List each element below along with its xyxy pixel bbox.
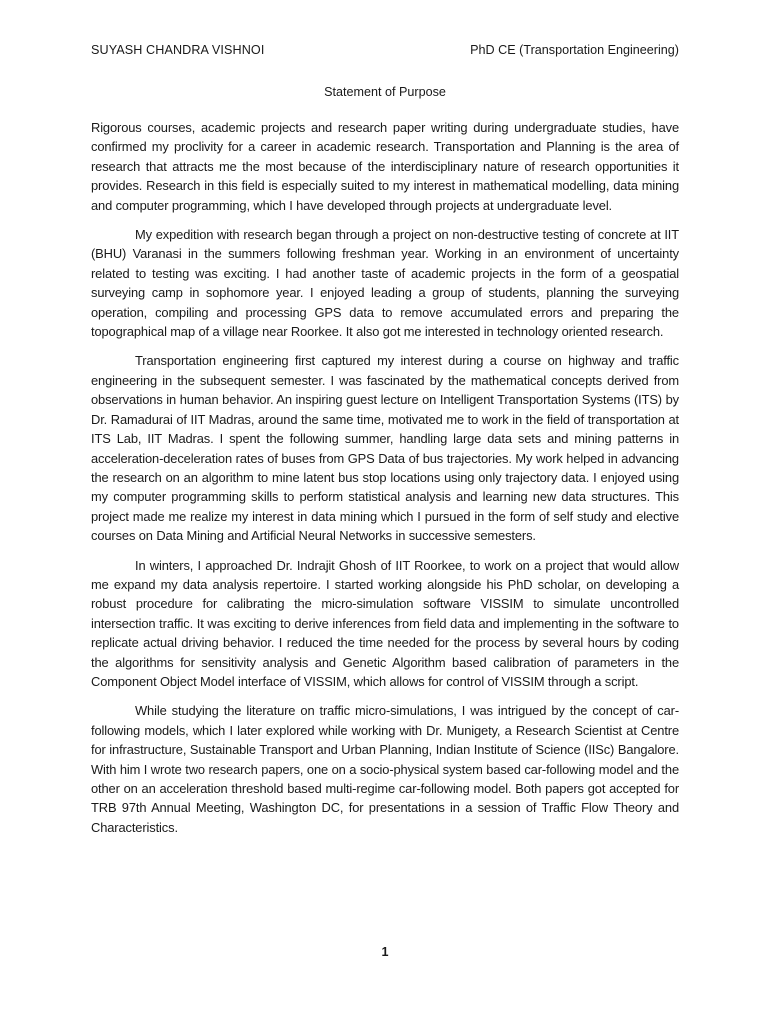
program-name: PhD CE (Transportation Engineering) [470, 43, 679, 57]
paragraph-expedition: My expedition with research began through a project on non-destructive testing of concrete at IIT (BHU) Varanasi in the summers following freshman year. Working in an environment of uncertainty related to testing was exciting. I had another taste of academic projects in the form of a geospatial surveying camp in sophomore year. I enjoyed leading a group of students, planning the surveying operation, compiling and processing GPS data to remove accumulated errors and preparing the topographical map of a village near Roorkee. It also got me interested in technology oriented research. [91, 227, 679, 340]
document-body [91, 118, 679, 847]
page-number: 1 [381, 945, 389, 959]
document-title: Statement of Purpose [324, 85, 446, 99]
author-name: SUYASH CHANDRA VISHNOI [91, 43, 265, 57]
page-header [91, 41, 679, 59]
paragraph-car-following: While studying the literature on traffic micro-simulations, I was intrigued by the concept of car-following models, which I later explored while working with Dr. Munigety, a Research Scientist at Centre for infrastructure, Sustainable Transport and Urban Planning, Indian Institute of Science (IISc) Bangalore. With him I wrote two research papers, one on a socio-physical system based car-following model and the other on an acceleration threshold based multi-regime car-following model. Both papers got accepted for TRB 97th Annual Meeting, Washington DC, for presentations in a session of Traffic Flow Theory and Characteristics. [91, 703, 679, 835]
paragraph-transportation: Transportation engineering first captured my interest during a course on highway and traffic engineering in the subsequent semester. I was fascinated by the mathematical concepts derived from observations in human behavior. An inspiring guest lecture on Intelligent Transportation Systems (ITS) by Dr. Ramadurai of IIT Madras, around the same time, motivated me to work in the field of transportation at ITS Lab, IIT Madras. I spent the following summer, handling large data sets and mining patterns in acceleration-deceleration rates of buses from GPS Data of bus trajectories. My work helped in advancing the research on an algorithm to mine latent bus stop locations using only trajectory data. I enjoyed using my computer programming skills to perform statistical analysis and learning new data structures. This project made me realize my interest in data mining which I pursued in the form of self study and elective courses on Data Mining and Artificial Neural Networks in successive semesters. [91, 353, 679, 544]
paragraph-intro: Rigorous courses, academic projects and research paper writing during undergraduate studies, have confirmed my proclivity for a career in academic research. Transportation and Planning is the area of research that attracts me the most because of the interdisciplinary nature of research opportunities it provides. Research in this field is especially suited to my interest in mathematical modelling, data mining and computer programming, which I have developed through projects at undergraduate level. [91, 120, 679, 213]
paragraph-winters: In winters, I approached Dr. Indrajit Ghosh of IIT Roorkee, to work on a project that would allow me expand my data analysis repertoire. I started working alongside his PhD scholar, on developing a robust procedure for calibrating the micro-simulation software VISSIM to simulate uncontrolled intersection traffic. It was exciting to derive inferences from field data and implementing in the software to replicate actual driving behavior. I reduced the time needed for the process by several hours by coding the algorithms for sensitivity analysis and Genetic Algorithm based calibration of parameters in the Component Object Model interface of VISSIM, which allows for control of VISSIM through a script. [91, 557, 679, 689]
